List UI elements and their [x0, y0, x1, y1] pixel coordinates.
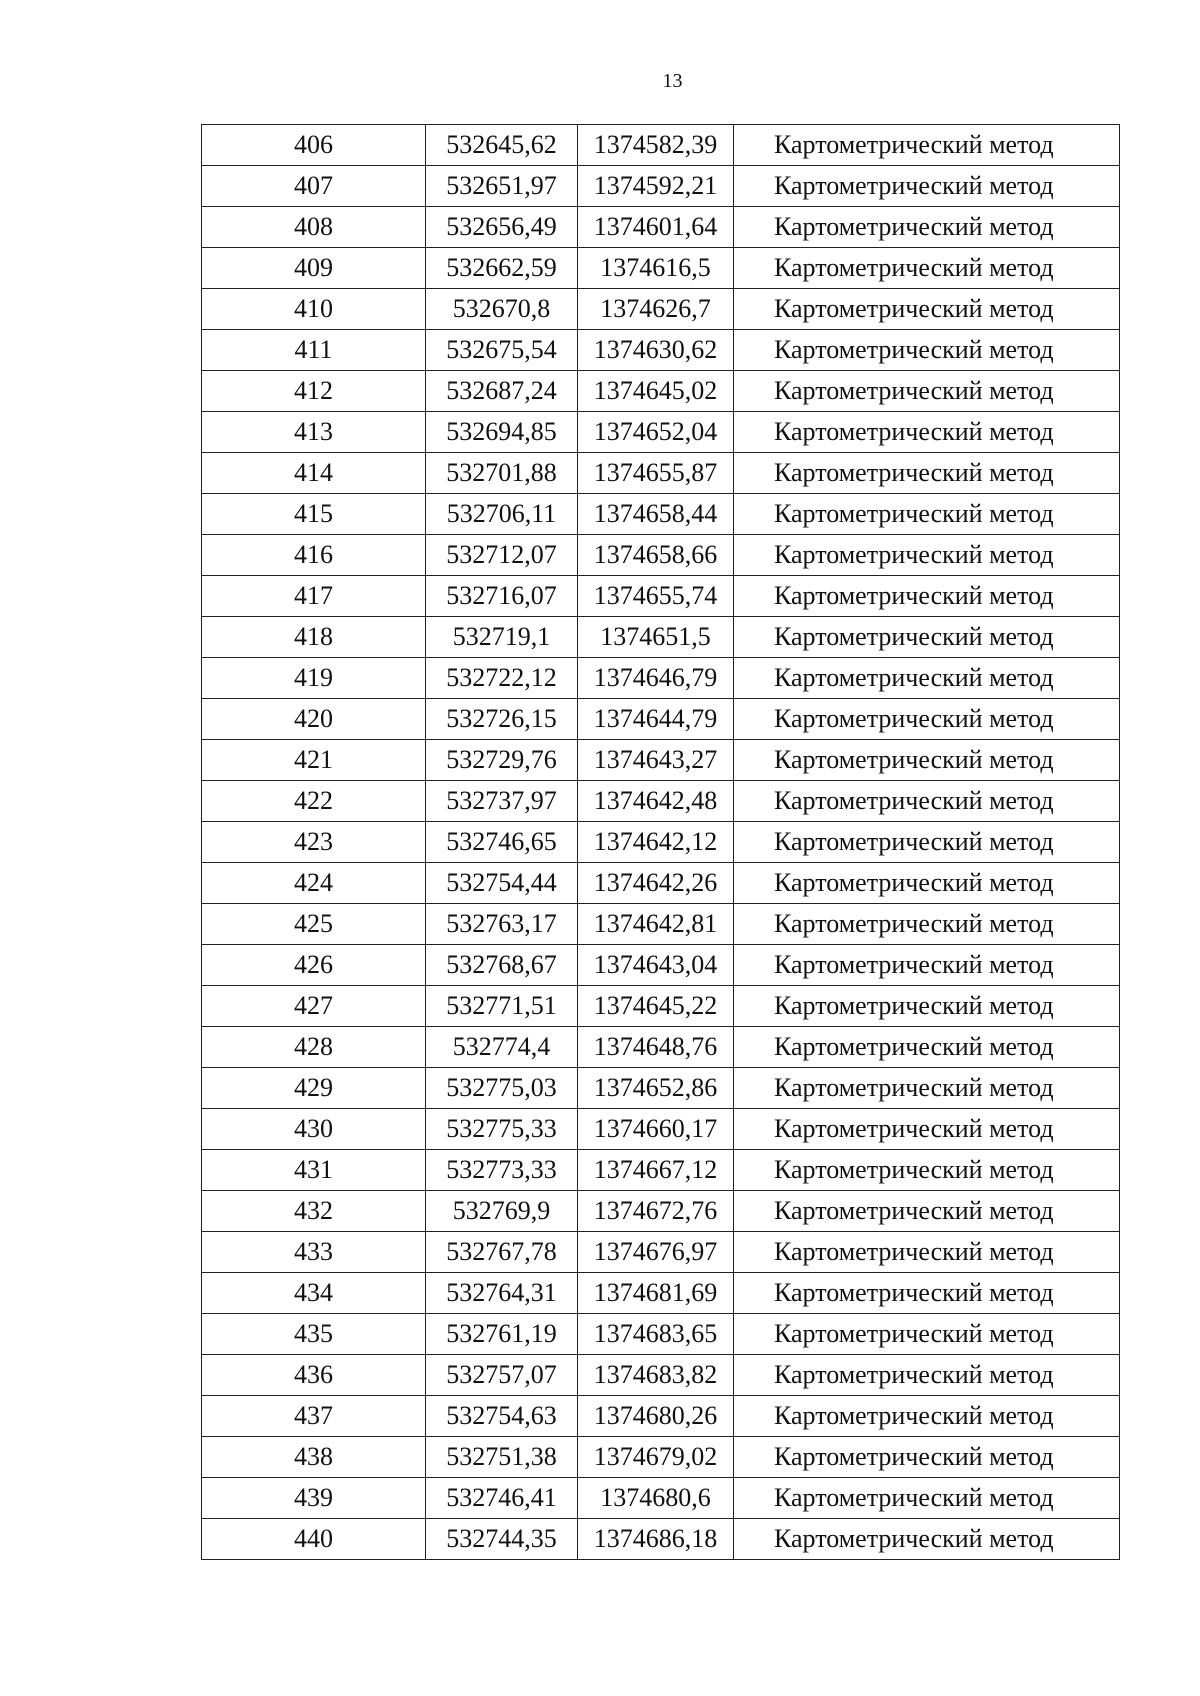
method-cell: Картометрический метод: [734, 453, 1120, 494]
method-cell: Картометрический метод: [734, 945, 1120, 986]
y-coordinate-cell: 1374646,79: [578, 658, 734, 699]
point-number-cell: 411: [202, 330, 426, 371]
y-coordinate-cell: 1374601,64: [578, 207, 734, 248]
x-coordinate-cell: 532716,07: [426, 576, 578, 617]
x-coordinate-cell: 532764,31: [426, 1273, 578, 1314]
method-cell: Картометрический метод: [734, 371, 1120, 412]
y-coordinate-cell: 1374667,12: [578, 1150, 734, 1191]
method-cell: Картометрический метод: [734, 1396, 1120, 1437]
method-cell: Картометрический метод: [734, 1232, 1120, 1273]
point-number-cell: 408: [202, 207, 426, 248]
table-row: [202, 1437, 1120, 1478]
method-cell: Картометрический метод: [734, 1355, 1120, 1396]
point-number-cell: 429: [202, 1068, 426, 1109]
x-coordinate-cell: 532670,8: [426, 289, 578, 330]
table-row: [202, 412, 1120, 453]
y-coordinate-cell: 1374642,48: [578, 781, 734, 822]
method-cell: Картометрический метод: [734, 863, 1120, 904]
method-cell: Картометрический метод: [734, 1478, 1120, 1519]
table-row: [202, 822, 1120, 863]
y-coordinate-cell: 1374672,76: [578, 1191, 734, 1232]
table-row: [202, 1027, 1120, 1068]
point-number-cell: 407: [202, 166, 426, 207]
x-coordinate-cell: 532651,97: [426, 166, 578, 207]
x-coordinate-cell: 532706,11: [426, 494, 578, 535]
x-coordinate-cell: 532662,59: [426, 248, 578, 289]
table-row: [202, 1150, 1120, 1191]
y-coordinate-cell: 1374683,65: [578, 1314, 734, 1355]
x-coordinate-cell: 532767,78: [426, 1232, 578, 1273]
point-number-cell: 418: [202, 617, 426, 658]
table-row: [202, 207, 1120, 248]
y-coordinate-cell: 1374680,6: [578, 1478, 734, 1519]
method-cell: Картометрический метод: [734, 1437, 1120, 1478]
x-coordinate-cell: 532771,51: [426, 986, 578, 1027]
table-row: [202, 986, 1120, 1027]
table-row: [202, 1355, 1120, 1396]
method-cell: Картометрический метод: [734, 330, 1120, 371]
table-row: [202, 576, 1120, 617]
y-coordinate-cell: 1374642,12: [578, 822, 734, 863]
y-coordinate-cell: 1374648,76: [578, 1027, 734, 1068]
method-cell: Картометрический метод: [734, 535, 1120, 576]
method-cell: Картометрический метод: [734, 207, 1120, 248]
table-row: [202, 945, 1120, 986]
point-number-cell: 414: [202, 453, 426, 494]
point-number-cell: 427: [202, 986, 426, 1027]
y-coordinate-cell: 1374660,17: [578, 1109, 734, 1150]
method-cell: Картометрический метод: [734, 740, 1120, 781]
point-number-cell: 417: [202, 576, 426, 617]
table-row: [202, 1396, 1120, 1437]
x-coordinate-cell: 532645,62: [426, 125, 578, 166]
point-number-cell: 422: [202, 781, 426, 822]
coordinates-table: [201, 124, 1120, 1560]
point-number-cell: 428: [202, 1027, 426, 1068]
y-coordinate-cell: 1374679,02: [578, 1437, 734, 1478]
y-coordinate-cell: 1374626,7: [578, 289, 734, 330]
point-number-cell: 437: [202, 1396, 426, 1437]
y-coordinate-cell: 1374683,82: [578, 1355, 734, 1396]
method-cell: Картометрический метод: [734, 822, 1120, 863]
y-coordinate-cell: 1374630,62: [578, 330, 734, 371]
method-cell: Картометрический метод: [734, 1519, 1120, 1560]
y-coordinate-cell: 1374644,79: [578, 699, 734, 740]
table-row: [202, 371, 1120, 412]
method-cell: Картометрический метод: [734, 1109, 1120, 1150]
y-coordinate-cell: 1374592,21: [578, 166, 734, 207]
x-coordinate-cell: 532737,97: [426, 781, 578, 822]
y-coordinate-cell: 1374642,26: [578, 863, 734, 904]
y-coordinate-cell: 1374676,97: [578, 1232, 734, 1273]
y-coordinate-cell: 1374652,86: [578, 1068, 734, 1109]
x-coordinate-cell: 532768,67: [426, 945, 578, 986]
y-coordinate-cell: 1374655,74: [578, 576, 734, 617]
point-number-cell: 426: [202, 945, 426, 986]
x-coordinate-cell: 532687,24: [426, 371, 578, 412]
point-number-cell: 431: [202, 1150, 426, 1191]
point-number-cell: 410: [202, 289, 426, 330]
x-coordinate-cell: 532656,49: [426, 207, 578, 248]
y-coordinate-cell: 1374658,66: [578, 535, 734, 576]
point-number-cell: 439: [202, 1478, 426, 1519]
table-row: [202, 781, 1120, 822]
x-coordinate-cell: 532769,9: [426, 1191, 578, 1232]
method-cell: Картометрический метод: [734, 576, 1120, 617]
x-coordinate-cell: 532775,33: [426, 1109, 578, 1150]
table-row: [202, 494, 1120, 535]
table-row: [202, 617, 1120, 658]
x-coordinate-cell: 532763,17: [426, 904, 578, 945]
method-cell: Картометрический метод: [734, 1027, 1120, 1068]
table-row: [202, 1191, 1120, 1232]
point-number-cell: 421: [202, 740, 426, 781]
table-row: [202, 1109, 1120, 1150]
x-coordinate-cell: 532746,41: [426, 1478, 578, 1519]
y-coordinate-cell: 1374643,27: [578, 740, 734, 781]
y-coordinate-cell: 1374652,04: [578, 412, 734, 453]
y-coordinate-cell: 1374651,5: [578, 617, 734, 658]
y-coordinate-cell: 1374686,18: [578, 1519, 734, 1560]
x-coordinate-cell: 532726,15: [426, 699, 578, 740]
table-row: [202, 248, 1120, 289]
x-coordinate-cell: 532675,54: [426, 330, 578, 371]
point-number-cell: 436: [202, 1355, 426, 1396]
x-coordinate-cell: 532761,19: [426, 1314, 578, 1355]
method-cell: Картометрический метод: [734, 1273, 1120, 1314]
point-number-cell: 413: [202, 412, 426, 453]
table-row: [202, 1068, 1120, 1109]
point-number-cell: 432: [202, 1191, 426, 1232]
point-number-cell: 433: [202, 1232, 426, 1273]
x-coordinate-cell: 532722,12: [426, 658, 578, 699]
x-coordinate-cell: 532729,76: [426, 740, 578, 781]
table-row: [202, 453, 1120, 494]
point-number-cell: 416: [202, 535, 426, 576]
x-coordinate-cell: 532701,88: [426, 453, 578, 494]
method-cell: Картометрический метод: [734, 1314, 1120, 1355]
y-coordinate-cell: 1374642,81: [578, 904, 734, 945]
point-number-cell: 440: [202, 1519, 426, 1560]
y-coordinate-cell: 1374616,5: [578, 248, 734, 289]
y-coordinate-cell: 1374643,04: [578, 945, 734, 986]
method-cell: Картометрический метод: [734, 781, 1120, 822]
point-number-cell: 409: [202, 248, 426, 289]
table-row: [202, 535, 1120, 576]
point-number-cell: 434: [202, 1273, 426, 1314]
point-number-cell: 419: [202, 658, 426, 699]
table-row: [202, 740, 1120, 781]
method-cell: Картометрический метод: [734, 494, 1120, 535]
x-coordinate-cell: 532694,85: [426, 412, 578, 453]
y-coordinate-cell: 1374658,44: [578, 494, 734, 535]
point-number-cell: 423: [202, 822, 426, 863]
x-coordinate-cell: 532746,65: [426, 822, 578, 863]
method-cell: Картометрический метод: [734, 1068, 1120, 1109]
table-row: [202, 1273, 1120, 1314]
method-cell: Картометрический метод: [734, 699, 1120, 740]
point-number-cell: 438: [202, 1437, 426, 1478]
table-row: [202, 904, 1120, 945]
table-row: [202, 289, 1120, 330]
x-coordinate-cell: 532744,35: [426, 1519, 578, 1560]
table-row: [202, 1478, 1120, 1519]
coordinates-table-body: [202, 125, 1120, 1560]
point-number-cell: 430: [202, 1109, 426, 1150]
x-coordinate-cell: 532754,44: [426, 863, 578, 904]
y-coordinate-cell: 1374680,26: [578, 1396, 734, 1437]
y-coordinate-cell: 1374582,39: [578, 125, 734, 166]
point-number-cell: 424: [202, 863, 426, 904]
method-cell: Картометрический метод: [734, 248, 1120, 289]
x-coordinate-cell: 532712,07: [426, 535, 578, 576]
table-row: [202, 1519, 1120, 1560]
y-coordinate-cell: 1374645,22: [578, 986, 734, 1027]
method-cell: Картометрический метод: [734, 412, 1120, 453]
table-row: [202, 1232, 1120, 1273]
method-cell: Картометрический метод: [734, 658, 1120, 699]
point-number-cell: 435: [202, 1314, 426, 1355]
x-coordinate-cell: 532775,03: [426, 1068, 578, 1109]
table-row: [202, 330, 1120, 371]
method-cell: Картометрический метод: [734, 1191, 1120, 1232]
method-cell: Картометрический метод: [734, 1150, 1120, 1191]
point-number-cell: 412: [202, 371, 426, 412]
page-number: 13: [662, 70, 683, 92]
table-row: [202, 863, 1120, 904]
method-cell: Картометрический метод: [734, 166, 1120, 207]
x-coordinate-cell: 532719,1: [426, 617, 578, 658]
y-coordinate-cell: 1374645,02: [578, 371, 734, 412]
point-number-cell: 425: [202, 904, 426, 945]
x-coordinate-cell: 532757,07: [426, 1355, 578, 1396]
method-cell: Картометрический метод: [734, 904, 1120, 945]
table-row: [202, 699, 1120, 740]
point-number-cell: 406: [202, 125, 426, 166]
point-number-cell: 420: [202, 699, 426, 740]
method-cell: Картометрический метод: [734, 617, 1120, 658]
table-row: [202, 1314, 1120, 1355]
table-row: [202, 166, 1120, 207]
table-row: [202, 125, 1120, 166]
point-number-cell: 415: [202, 494, 426, 535]
table-row: [202, 658, 1120, 699]
y-coordinate-cell: 1374655,87: [578, 453, 734, 494]
y-coordinate-cell: 1374681,69: [578, 1273, 734, 1314]
method-cell: Картометрический метод: [734, 289, 1120, 330]
x-coordinate-cell: 532773,33: [426, 1150, 578, 1191]
x-coordinate-cell: 532751,38: [426, 1437, 578, 1478]
method-cell: Картометрический метод: [734, 986, 1120, 1027]
x-coordinate-cell: 532754,63: [426, 1396, 578, 1437]
x-coordinate-cell: 532774,4: [426, 1027, 578, 1068]
method-cell: Картометрический метод: [734, 125, 1120, 166]
